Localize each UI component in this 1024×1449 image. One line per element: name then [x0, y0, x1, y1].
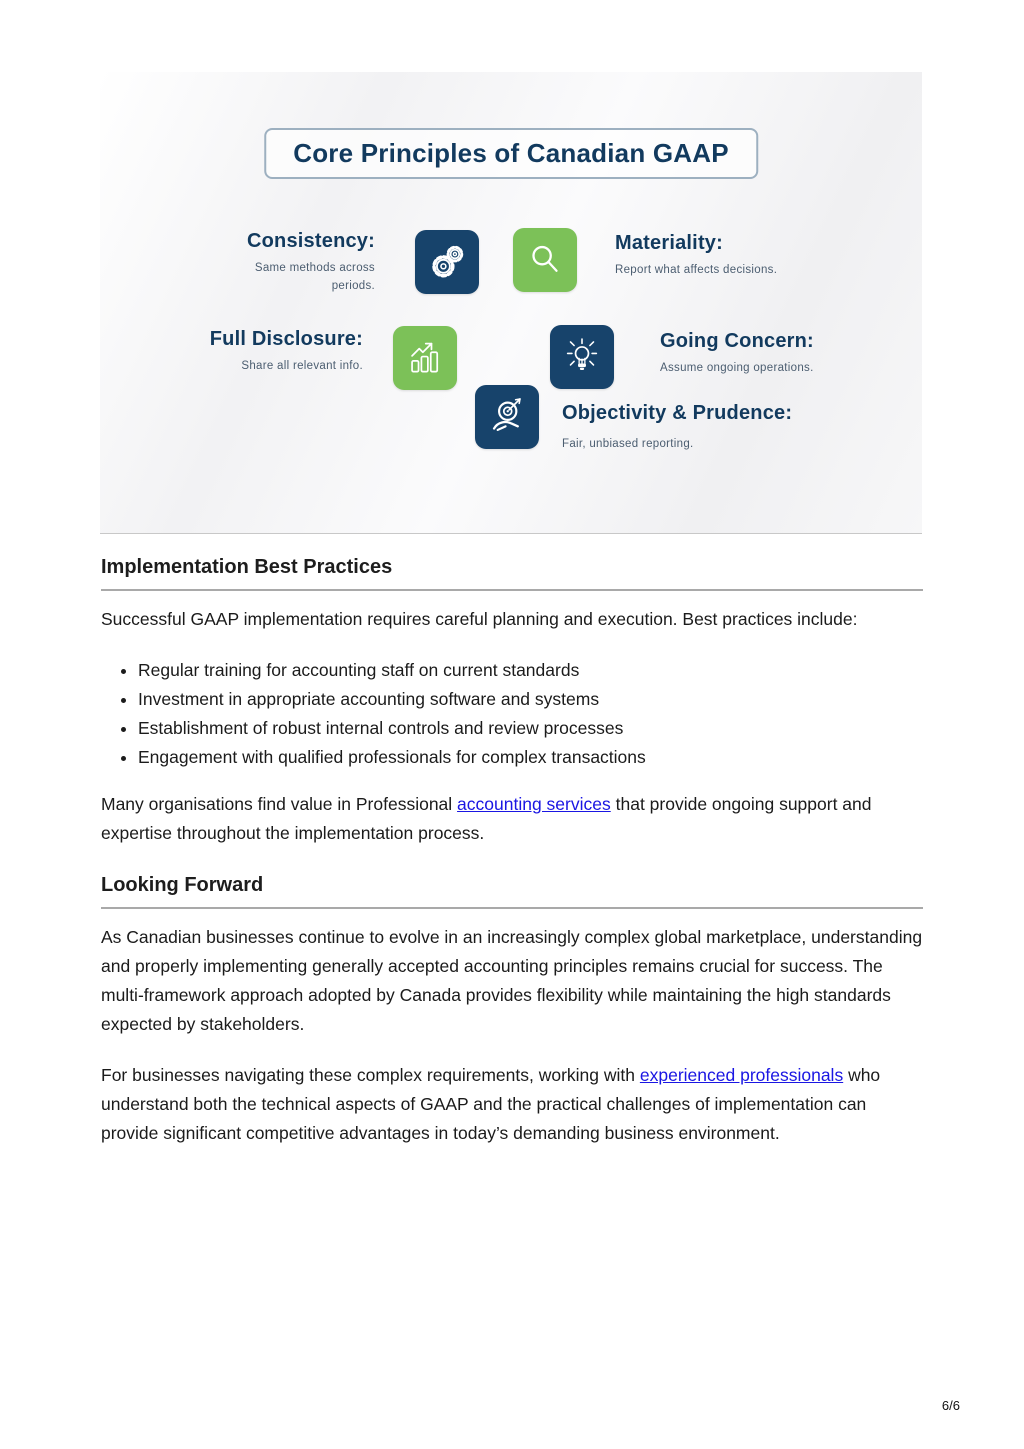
gears-icon: [415, 230, 479, 294]
infographic-title: Core Principles of Canadian GAAP: [293, 138, 729, 168]
section-divider: [101, 907, 923, 909]
article-body: [101, 556, 923, 1148]
paragraph-text: For businesses navigating these complex requirements, working with: [101, 1065, 640, 1085]
accounting-services-link[interactable]: accounting services: [457, 794, 611, 814]
page-number: 6/6: [941, 1398, 960, 1413]
list-item: • Establishment of robust internal controls and review processes: [138, 714, 923, 743]
paragraph-accounting-services: [101, 790, 923, 848]
gaap-infographic: [100, 72, 922, 534]
principle-objectivity: [562, 402, 902, 454]
list-item: • Regular training for accounting staff on current standards: [138, 656, 923, 685]
target-hand-icon: [475, 385, 539, 449]
best-practices-list: [101, 656, 923, 772]
principle-full-disclosure-desc: Share all relevant info.: [241, 360, 363, 372]
list-item: • Investment in appropriate accounting software and systems: [138, 685, 923, 714]
principle-consistency-label: Consistency:: [247, 230, 375, 252]
principle-objectivity-desc: Fair, unbiased reporting.: [562, 438, 694, 450]
bar-chart-icon: [393, 326, 457, 390]
paragraph-text: who understand both the technical aspects of GAAP and the practical challenges of implementation can provide significant competitive advantages in today’s demanding business environment.: [101, 1065, 881, 1143]
paragraph-looking-forward: As Canadian businesses continue to evolve in an increasingly complex global marketplace, understanding and properly implementing generally accepted accounting principles remains crucial for success. The multi-framework approach adopted by Canada provides flexibility while maintaining the high standards expected by stakeholders.: [101, 927, 923, 1034]
principle-full-disclosure-label: Full Disclosure:: [209, 328, 363, 350]
heading-looking-forward: Looking Forward: [101, 874, 264, 896]
principle-full-disclosure: [178, 328, 363, 376]
principle-going-concern: [660, 330, 920, 378]
heading-implementation-best-practices: Implementation Best Practices: [101, 556, 393, 578]
paragraph-experienced-professionals: [101, 1061, 923, 1148]
infographic-title-box: [264, 128, 758, 179]
principle-objectivity-label: Objectivity & Prudence:: [562, 402, 793, 424]
paragraph-text: Many organisations find value in Professional: [101, 794, 458, 814]
experienced-professionals-link[interactable]: experienced professionals: [639, 1065, 844, 1085]
principle-consistency-desc: Same methods across periods.: [254, 262, 375, 292]
paragraph-implementation-intro: Successful GAAP implementation requires careful planning and execution. Best practices include:: [101, 609, 858, 629]
section-divider: [101, 589, 923, 591]
principle-consistency: [240, 230, 375, 296]
list-item: • Engagement with qualified professionals for complex transactions: [138, 743, 923, 772]
principle-materiality-label: Materiality:: [615, 232, 723, 254]
principle-materiality-desc: Report what affects decisions.: [615, 264, 778, 276]
principle-materiality: [615, 232, 885, 280]
search-icon: [513, 228, 577, 292]
lightbulb-icon: [550, 325, 614, 389]
paragraph-text: that provide ongoing support and expertise throughout the implementation process.: [101, 794, 872, 843]
principle-going-concern-label: Going Concern:: [660, 330, 814, 352]
principle-going-concern-desc: Assume ongoing operations.: [660, 362, 814, 374]
